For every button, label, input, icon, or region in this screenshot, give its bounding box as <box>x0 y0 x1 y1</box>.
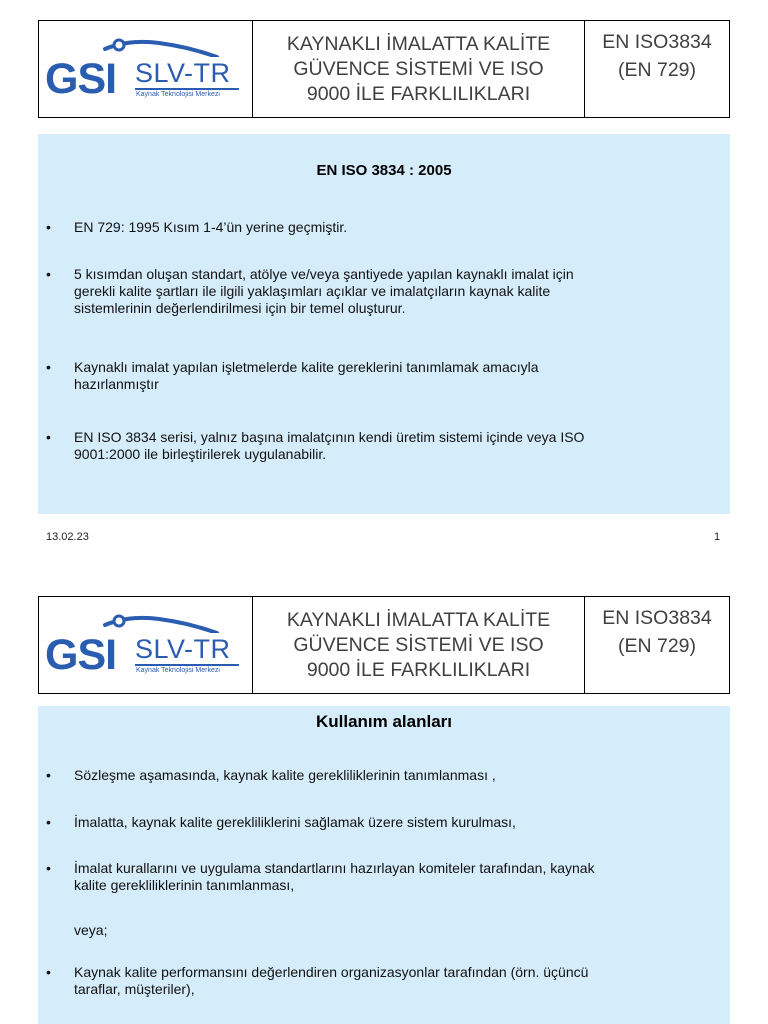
logo-arc-icon <box>99 611 219 633</box>
header-code-line: EN ISO3834 <box>602 31 712 53</box>
header-title-line: KAYNAKLI İMALATTA KALİTE <box>286 608 551 631</box>
bullet-text <box>74 860 714 894</box>
header-title <box>253 597 585 693</box>
bullet-line: EN 729: 1995 Kısım 1-4’ün yerine geçmiştir. <box>74 219 348 235</box>
bullet-text <box>74 767 714 784</box>
slide-title: Kullanım alanları <box>315 712 453 731</box>
header-title-line: GÜVENCE SİSTEMİ VE ISO <box>293 57 544 80</box>
logo-underline <box>135 88 239 90</box>
bullet-line: sistemlerinin değerlendirilmesi için bir temel oluşturur. <box>74 300 406 316</box>
bullet-text <box>74 964 714 998</box>
bullet-icon: • <box>46 964 51 980</box>
bullet-text <box>74 429 714 463</box>
header-title-line: KAYNAKLI İMALATTA KALİTE <box>286 32 551 55</box>
bullet-line: 5 kısımdan oluşan standart, atölye ve/veya şantiyede yapılan kaynaklı imalat için <box>74 266 574 282</box>
bullet-line: 9001:2000 ile birleştirilerek uygulanabilir. <box>74 446 327 462</box>
connector-text: veya; <box>74 922 108 938</box>
logo-arc-icon <box>99 35 219 57</box>
header-title-line: GÜVENCE SİSTEMİ VE ISO <box>293 633 544 656</box>
slide-header <box>38 596 730 694</box>
logo-brand: GSI <box>45 631 117 679</box>
bullet-icon: • <box>46 767 51 783</box>
bullet-icon: • <box>46 429 51 445</box>
bullet-line: taraflar, müşteriler), <box>74 981 195 997</box>
header-code <box>585 21 729 117</box>
logo-cell <box>39 597 253 693</box>
bullet-line: Kaynaklı imalat yapılan işletmelerde kalite gereklerini tanımlamak amacıyla <box>74 359 539 375</box>
logo-underline <box>135 664 239 666</box>
logo-brand: GSI <box>45 55 117 103</box>
logo-name: SLV-TR <box>135 58 231 88</box>
bullet-icon: • <box>46 814 51 830</box>
logo-cell <box>39 21 253 117</box>
bullet-icon: • <box>46 219 51 235</box>
header-title-line: 9000 İLE FARKLILIKLARI <box>306 82 531 105</box>
footer-date: 13.02.23 <box>46 531 89 543</box>
bullet-line: İmalat kurallarını ve uygulama standartlarını hazırlayan komiteler tarafından, kaynak <box>74 860 595 876</box>
bullet-line: EN ISO 3834 serisi, yalnız başına imalatçının kendi üretim sistemi içinde veya ISO <box>74 429 585 445</box>
logo-subtitle: Kaynak Teknolojisi Merkezi <box>136 667 220 674</box>
bullet-line: Kaynak kalite performansını değerlendiren organizasyonlar tarafından (örn. üçüncü <box>74 964 589 980</box>
bullet-line: hazırlanmıştır <box>74 376 159 392</box>
slide-content <box>38 134 730 514</box>
header-code-line: EN ISO3834 <box>602 607 712 629</box>
header-code-line: (EN 729) <box>617 59 697 81</box>
slide-content <box>38 706 730 1024</box>
bullet-text <box>74 359 714 393</box>
bullet-icon: • <box>46 860 51 876</box>
bullet-line: İmalatta, kaynak kalite gerekliliklerini sağlamak üzere sistem kurulması, <box>74 814 516 830</box>
logo-name: SLV-TR <box>135 634 231 664</box>
bullet-icon: • <box>46 266 51 282</box>
bullet-text <box>74 266 714 317</box>
header-title <box>253 21 585 117</box>
header-code-line: (EN 729) <box>617 635 697 657</box>
header-code <box>585 597 729 693</box>
logo-subtitle: Kaynak Teknolojisi Merkezi <box>136 91 220 98</box>
slide-title: EN ISO 3834 : 2005 <box>316 162 452 179</box>
slide-2 <box>0 576 768 1024</box>
bullet-text <box>74 219 714 236</box>
bullet-line: gerekli kalite şartları ile ilgili yaklaşımları açıklar ve imalatçıların kaynak kalite <box>74 283 551 299</box>
bullet-icon: • <box>46 359 51 375</box>
bullet-text <box>74 814 714 831</box>
footer-page-number: 1 <box>714 531 721 543</box>
bullet-line: Sözleşme aşamasında, kaynak kalite gerekliliklerinin tanımlanması , <box>74 767 496 783</box>
bullet-line: kalite gerekliliklerinin tanımlanması, <box>74 877 295 893</box>
header-title-line: 9000 İLE FARKLILIKLARI <box>306 658 531 681</box>
slide-header <box>38 20 730 118</box>
